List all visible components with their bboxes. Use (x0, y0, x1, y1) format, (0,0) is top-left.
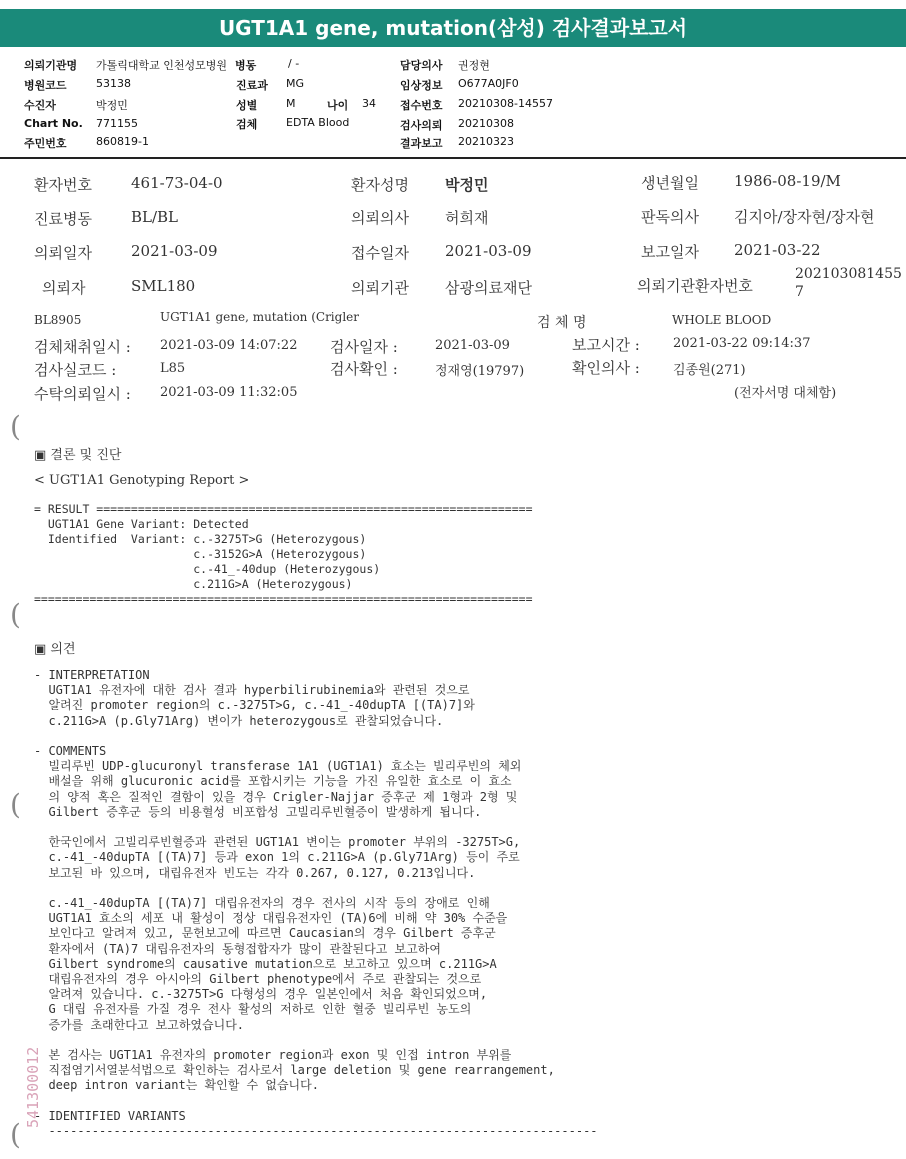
header-label: 성별 (236, 99, 258, 112)
document-stamp (10, 1000, 50, 1130)
header-label: 나이 (327, 99, 349, 112)
text-line: 빌리루빈 UDP-glucuronyl transferase 1A1 (UGT1A1) 효소는 빌리루빈의 체외 (34, 759, 522, 774)
text-line: - INTERPRETATION (34, 668, 150, 682)
text-line: G 대립 유전자를 가질 경우 전사 활성의 저하로 인한 혈중 빌리루빈 농도의 (34, 1002, 472, 1017)
header-value: M (286, 97, 296, 110)
text-line: 증가를 초래한다고 보고하였습니다. (34, 1017, 245, 1032)
field-value: 김종원(271) (673, 363, 746, 378)
header-value: 34 (362, 97, 376, 110)
text-line: 대립유전자의 경우 아시아의 Gilbert phenotype에서 주로 관찰되는 것으로 (34, 972, 482, 986)
text-line: UGT1A1 유전자에 대한 검사 결과 hyperbilirubinemia와 관련된 것으로 (34, 683, 470, 698)
text-line: 환자에서 (TA)7 대립유전자의 동형접합자가 많이 관찰된다고 보고하여 (34, 941, 441, 956)
header-label: 담당의사 (400, 59, 443, 72)
text-line: ======================================================================== (34, 592, 533, 606)
field-value: 정재영(19797) (435, 364, 525, 379)
text-line: 한국인에서 고빌리루빈혈증과 관련된 UGT1A1 변이는 promoter 부위의 -3275T>G, (34, 835, 521, 850)
header-label: 진료과 (236, 79, 268, 92)
text-line: c.211G>A (p.Gly71Arg) 변이가 heterozygous로 관찰되었습니다. (34, 713, 444, 728)
field-value: WHOLE BLOOD (672, 313, 772, 327)
field-label: 검사확인 : (330, 360, 398, 378)
field-label: 보고일자 (641, 243, 699, 261)
field-label: 의뢰기관 (351, 279, 409, 297)
text-line: c.-41_-40dupTA [(TA)7] 등과 exon 1의 c.211G>A (p.Gly71Arg) 등이 주로 (34, 850, 520, 865)
field-value: 2021-03-09 (131, 242, 218, 260)
field-label: 환자번호 (34, 176, 92, 194)
field-value: 1986-08-19/M (734, 172, 841, 190)
field-label: 의뢰의사 (351, 209, 409, 227)
report-title-banner: UGT1A1 gene, mutation(삼성) 검사결과보고서 (0, 9, 906, 47)
header-value: 권정현 (458, 59, 490, 72)
text-line: Gilbert syndrome의 causative mutation으로 보고하고 있으며 c.211G>A (34, 956, 497, 971)
header-label: 주민번호 (24, 137, 67, 150)
field-label: 환자성명 (351, 176, 409, 194)
header-value: 20210308-14557 (458, 97, 553, 110)
binding-mark: ( (10, 410, 21, 443)
field-label: 의뢰일자 (34, 244, 92, 262)
text-line: c.211G>A (Heterozygous) (34, 577, 353, 591)
field-label: 판독의사 (641, 208, 699, 226)
header-label: 결과보고 (400, 137, 443, 150)
text-line: 알려진 promoter region의 c.-3275T>G, c.-41_-40dupTA [(TA)7]와 (34, 698, 475, 713)
section-title-opinion: ▣ 의견 (34, 642, 76, 657)
field-value: 2021-03-09 (445, 242, 532, 260)
field-value: 김지아/장자현/장자현 (734, 208, 875, 226)
field-label: 보고시간 : (572, 336, 640, 354)
field-label: 검체채취일시 : (34, 338, 131, 356)
header-divider (0, 157, 906, 159)
header-label: 의뢰기관명 (24, 59, 78, 72)
field-value: 삼광의료재단 (445, 279, 532, 297)
field-value: L85 (160, 361, 186, 376)
field-value: 2021-03-09 14:07:22 (160, 338, 298, 353)
header-value: EDTA Blood (286, 116, 350, 129)
field-value: 박정민 (445, 176, 489, 194)
text-line: UGT1A1 효소의 세포 내 활성이 정상 대립유전자인 (TA)6에 비해 약 30% 수준을 (34, 911, 508, 926)
field-label: 수탁의뢰일시 : (34, 385, 131, 403)
test-code: BL8905 (34, 313, 82, 327)
binding-mark: ( (10, 788, 21, 821)
field-label: 검 체 명 (537, 315, 587, 331)
header-value: 20210308 (458, 117, 514, 130)
header-value: 박정민 (96, 99, 128, 112)
header-label: Chart No. (24, 117, 83, 130)
text-line: Gilbert 증후군 등의 비용혈성 비포합성 고빌리루빈혈증이 발생하게 됩니다. (34, 804, 482, 819)
text-line: - COMMENTS (34, 744, 107, 758)
field-label: 검사실코드 : (34, 361, 117, 379)
field-value: 2021-03-22 09:14:37 (673, 336, 811, 351)
header-label: 수진자 (24, 99, 56, 112)
text-line: UGT1A1 Gene Variant: Detected (34, 517, 249, 531)
field-value: 7 (795, 284, 804, 300)
report-subtitle: < UGT1A1 Genotyping Report > (34, 473, 250, 488)
text-line: 알려져 있습니다. c.-3275T>G 다형성의 경우 일본인에서 처음 확인되었으며, (34, 987, 488, 1002)
header-value: 771155 (96, 117, 138, 130)
esign-note: (전자서명 대체함) (734, 386, 837, 401)
section-title-conclusion: ▣ 결론 및 진단 (34, 448, 122, 463)
test-name: UGT1A1 gene, mutation (Crigler (160, 310, 360, 324)
header-label: 검사의뢰 (400, 119, 443, 132)
text-line: 본 검사는 UGT1A1 유전자의 promoter region과 exon 및 인접 intron 부위를 (34, 1048, 512, 1062)
header-label: 검체 (236, 118, 258, 131)
field-value: 461-73-04-0 (131, 174, 223, 192)
field-label: 의뢰자 (42, 279, 86, 297)
text-line: ---------------------------------------------------------------------------- (34, 1124, 598, 1138)
text-line: Identified Variant: c.-3275T>G (Heterozygous) (34, 532, 367, 546)
header-value: O677A0JF0 (458, 77, 519, 90)
field-label: 접수일자 (351, 244, 409, 262)
header-value: MG (286, 77, 305, 90)
header-label: 병원코드 (24, 79, 67, 92)
text-line: 보고된 바 있으며, 대립유전자 빈도는 각각 0.267, 0.127, 0.213입니다. (34, 865, 476, 880)
field-value: 202103081455 (795, 266, 902, 282)
field-value: BL/BL (131, 208, 179, 226)
text-line: 의 양적 혹은 질적인 결함이 있을 경우 Crigler-Najjar 증후군 제 1형과 2형 및 (34, 789, 518, 804)
header-value: 가톨릭대학교 인천성모병원 (96, 59, 228, 72)
text-line: c.-41_-40dup (Heterozygous) (34, 562, 381, 576)
text-line: 배설을 위해 glucuronic acid를 포합시키는 기능을 가진 유일한 효소로 이 효소 (34, 774, 512, 789)
stamp-number: 541300012 (24, 1046, 42, 1128)
field-value: 허희재 (445, 209, 489, 227)
header-label: 임상정보 (400, 79, 443, 92)
field-label: 검사일자 : (330, 338, 398, 356)
field-label: 생년월일 (641, 174, 699, 192)
binding-mark: ( (10, 598, 21, 631)
field-value: SML180 (131, 277, 196, 295)
text-line: deep intron variant는 확인할 수 없습니다. (34, 1078, 319, 1093)
header-label: 접수번호 (400, 99, 443, 112)
text-line: = RESULT =============================================================== (34, 502, 533, 516)
header-label: 병동 (235, 59, 257, 72)
header-value: / - (288, 57, 300, 70)
field-value: 2021-03-22 (734, 241, 821, 259)
text-line: 직접염기서열분석법으로 확인하는 검사로서 large deletion 및 gene rearrangement, (34, 1063, 555, 1078)
field-label: 의뢰기관환자번호 (637, 277, 753, 295)
text-line: c.-3152G>A (Heterozygous) (34, 547, 367, 561)
field-value: 2021-03-09 (435, 338, 510, 353)
header-value: 20210323 (458, 135, 514, 148)
field-value: 2021-03-09 11:32:05 (160, 385, 298, 400)
field-label: 진료병동 (34, 210, 92, 228)
field-label: 확인의사 : (572, 359, 640, 377)
text-line: c.-41_-40dupTA [(TA)7] 대립유전자의 경우 전사의 시작 등의 장애로 인해 (34, 896, 490, 910)
text-line: - IDENTIFIED VARIANTS (34, 1108, 186, 1123)
text-line: 보인다고 알려져 있고, 문헌보고에 따르면 Caucasian의 경우 Gilbert 증후군 (34, 926, 496, 941)
binding-mark: ( (10, 1118, 21, 1151)
header-value: 53138 (96, 77, 131, 90)
header-value: 860819-1 (96, 135, 149, 148)
